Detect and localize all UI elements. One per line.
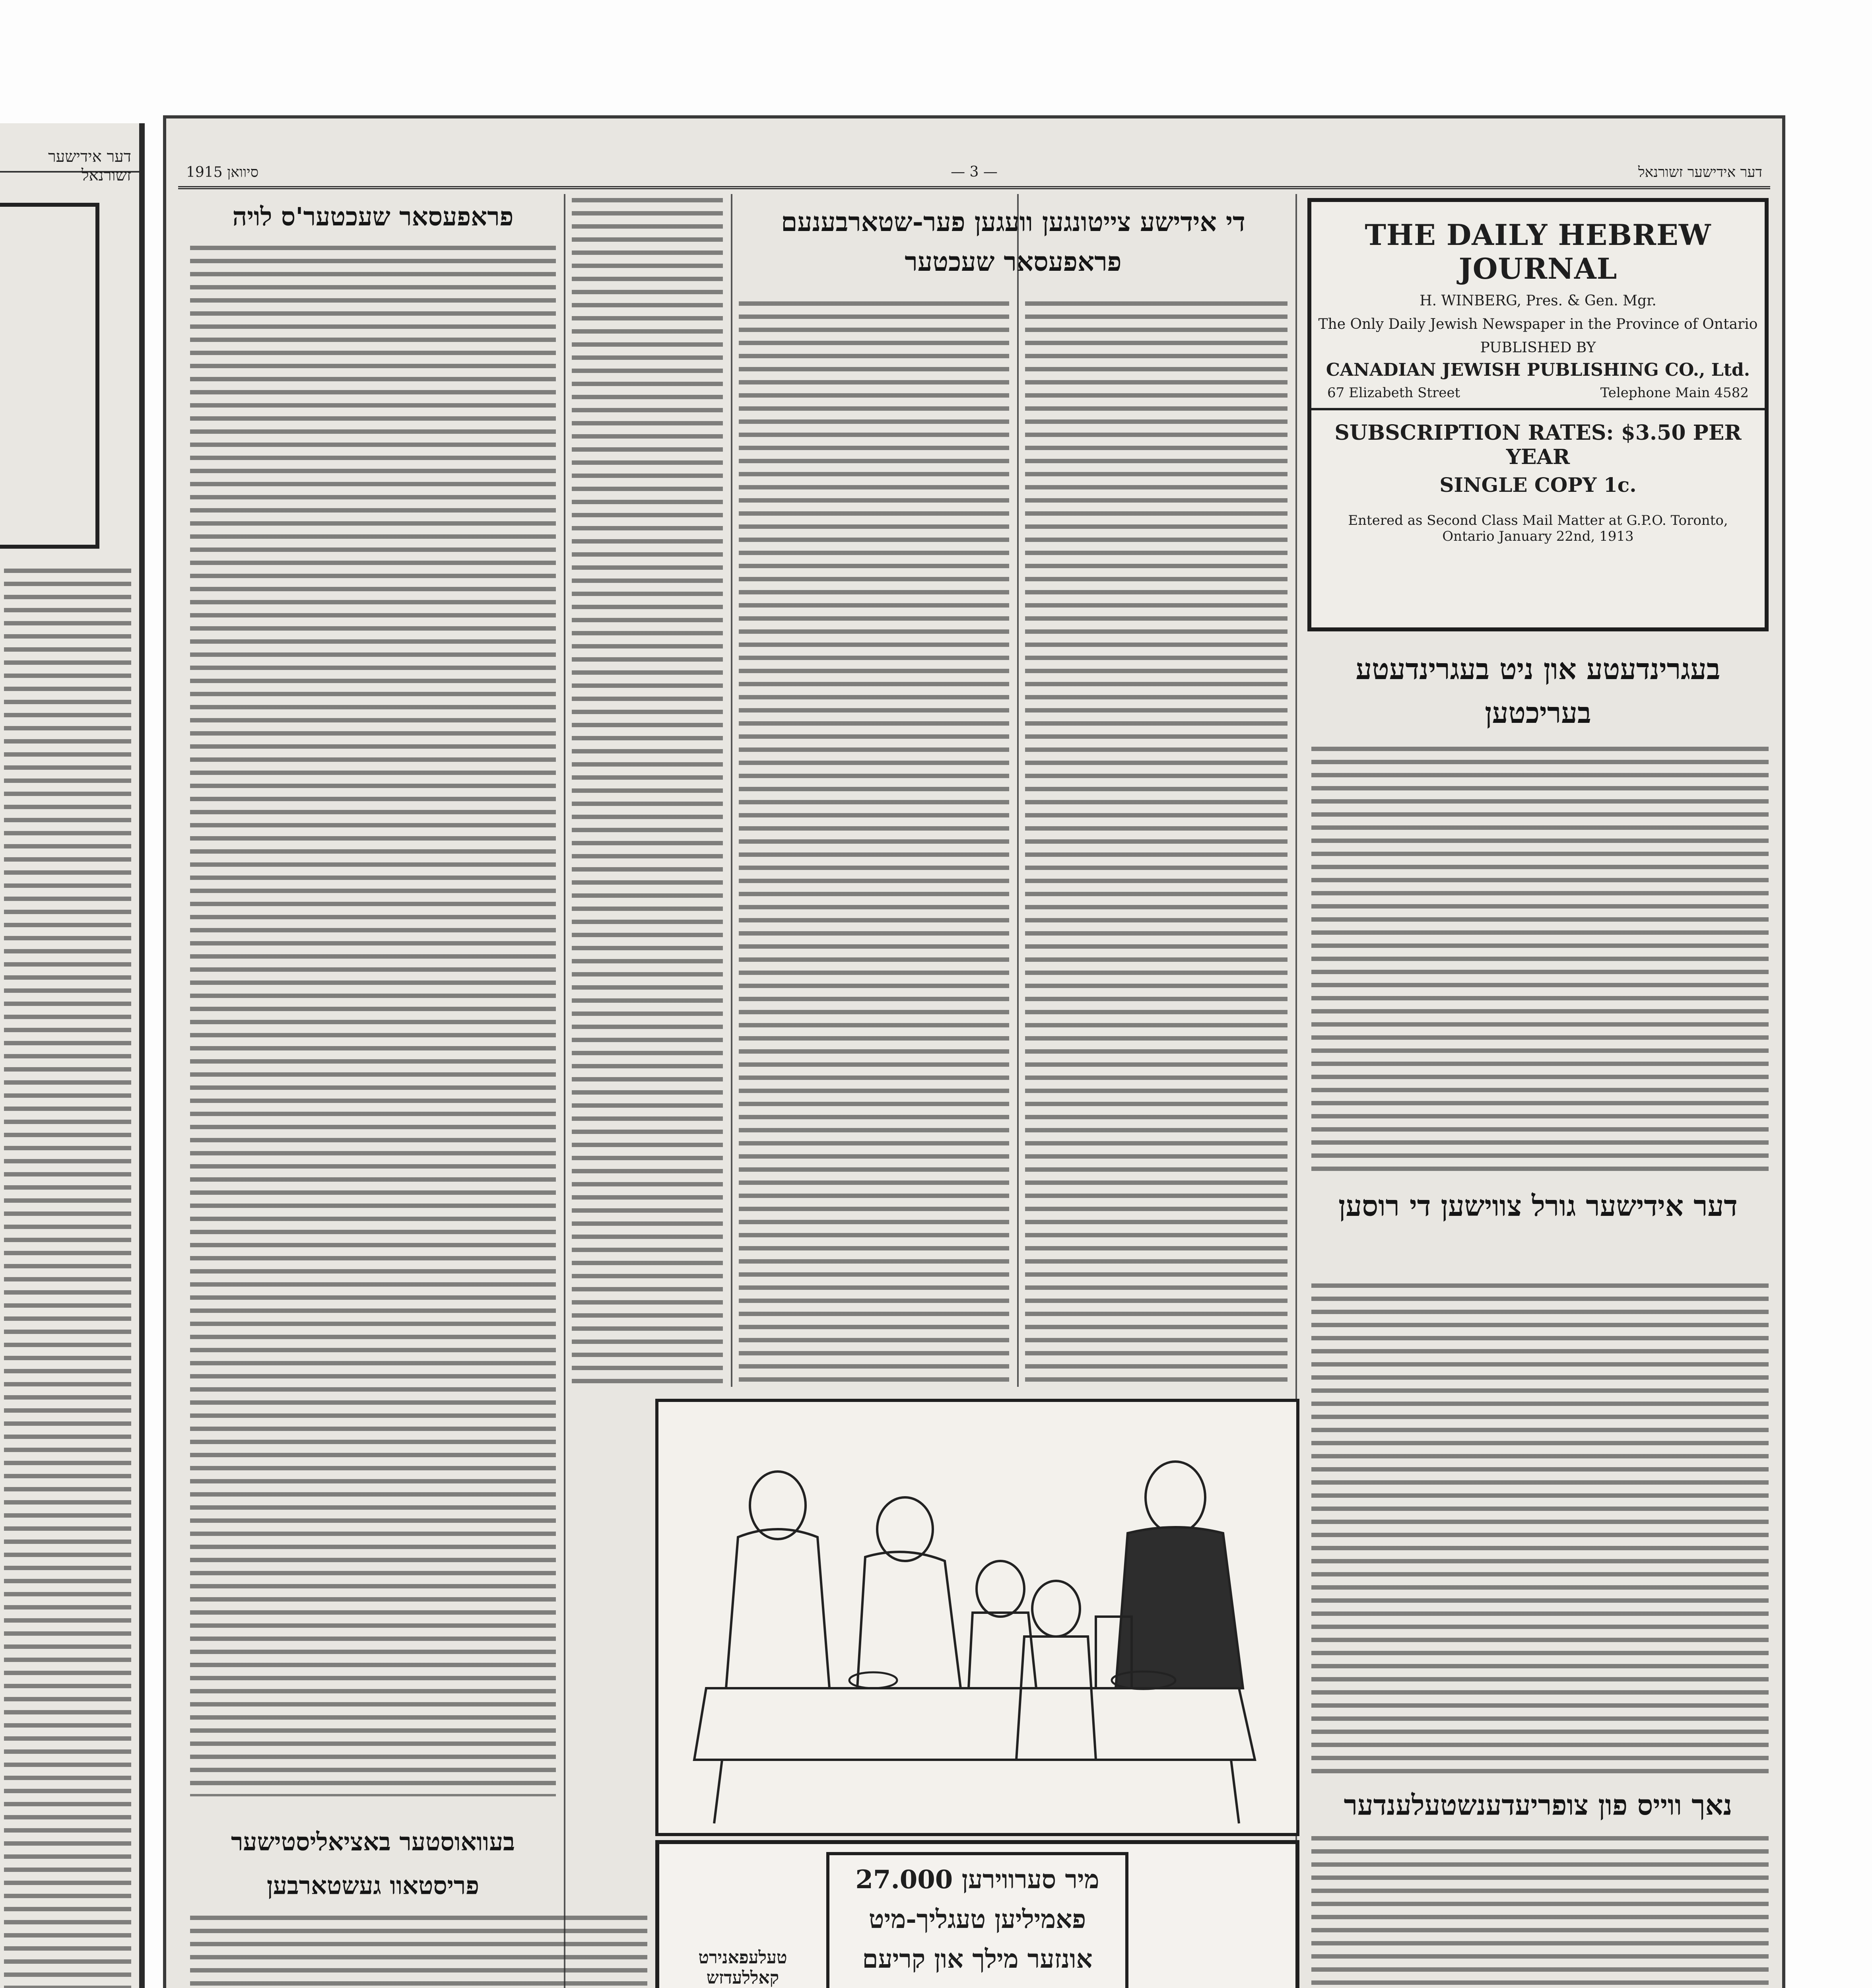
article-text (190, 246, 556, 1796)
article-text (190, 1916, 647, 1988)
article-text (1311, 1836, 1769, 1988)
masthead-published-by: PUBLISHED BY (1480, 340, 1596, 356)
article-text (739, 301, 1009, 1387)
masthead-address-row (1311, 385, 1765, 410)
masthead-title: THE DAILY HEBREW JOURNAL (1365, 218, 1711, 285)
adjacent-page-text (4, 569, 131, 1988)
article-text (1025, 301, 1287, 1387)
ad-headline: מיר סערווירען 27.000 פאמיליען טעגליך-מיט אונזער מילך און קריעם (855, 1865, 1099, 1974)
headline-socialist-pristav: בעוואוסטער באציאליסטישער פריסטאוו געשטארבען (231, 1827, 515, 1900)
breakfast-scene-image (658, 1402, 1296, 1833)
single-copy-price: SINGLE COPY 1c. (1439, 473, 1637, 497)
family-breakfast-illustration (655, 1399, 1299, 1836)
newspaper-page (163, 115, 1785, 1988)
masthead-publisher: CANADIAN JEWISH PUBLISHING CO., Ltd. (1326, 360, 1750, 380)
adjacent-page-edge (0, 123, 145, 1988)
page-header (178, 162, 1770, 189)
column-rule (1017, 194, 1019, 1387)
masthead (1307, 198, 1769, 631)
article-text (1311, 1283, 1769, 1776)
headline-schechter-funeral: פראפעסאר שעכטער'ס לויה (232, 202, 514, 232)
masthead-tagline: The Only Daily Jewish Newspaper in the Province of Ontario (1318, 316, 1758, 332)
column-rule (731, 194, 732, 1387)
article-text (1311, 747, 1769, 1172)
paper-name: דער אידישער זשורנאל (1638, 164, 1762, 181)
masthead-telephone: Telephone Main 4582 (1600, 385, 1749, 401)
headline-grounded-reports: בעגרינדעטע און ניט בעגרינדעטע בעריכטען (1355, 652, 1721, 730)
article-text (572, 198, 723, 1391)
city-dairy-ad (655, 1840, 1299, 1988)
adjacent-page-header (0, 147, 139, 184)
masthead-address: 67 Elizabeth Street (1327, 385, 1460, 401)
phone-label: טעלעפאנירט קאללעדזש (698, 1947, 787, 1988)
column-rule (564, 194, 565, 1988)
subscription-rates: SUBSCRIPTION RATES: $3.50 PER YEAR (1334, 421, 1742, 469)
headline-jewish-fate: דער אידישער גורל צווישען די רוסען (1338, 1189, 1738, 1223)
masthead-editor: H. WINBERG, Pres. & Gen. Mgr. (1420, 293, 1656, 309)
headline-jewish-press: די אידישע צייטונגען וועגען פער-שטארבענעם פראפעסאר שעכטער (781, 206, 1245, 277)
adjacent-page-box (0, 203, 99, 549)
page-number: — 3 — (951, 164, 998, 180)
issue-date: סיוואן 1915 (186, 164, 259, 181)
adjacent-page-title: דער אידישער זשורנאל (48, 148, 131, 184)
headline-satisfactory-news: נאך ווייס פון צופריעדענשטעלענדער (1344, 1788, 1732, 1821)
postal-entry-note: Entered as Second Class Mail Matter at G.P.O. Toronto, Ontario January 22nd, 1913 (1348, 513, 1728, 544)
